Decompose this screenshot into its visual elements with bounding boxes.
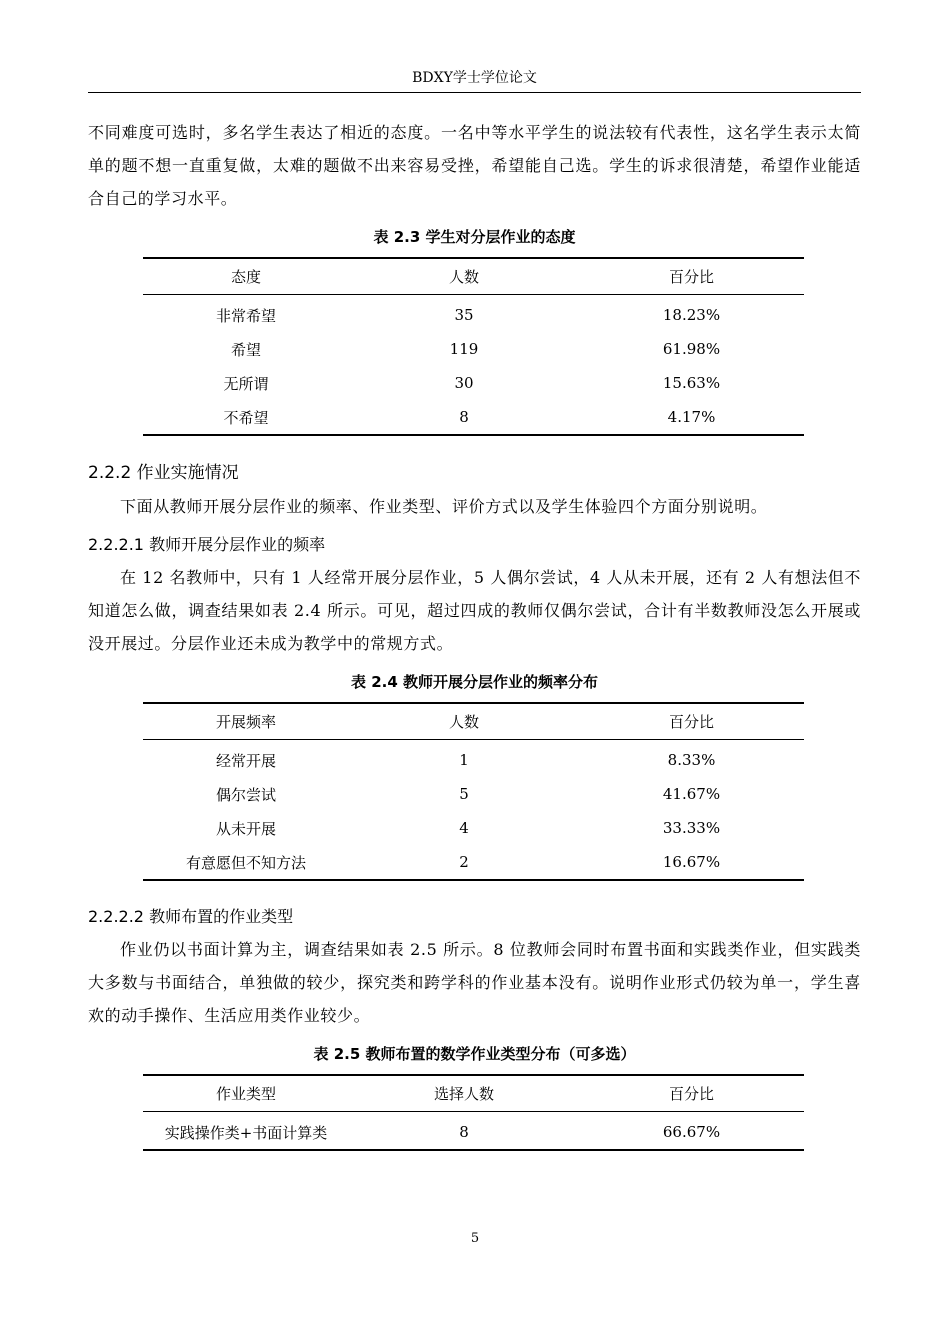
table-header-row bbox=[143, 258, 804, 295]
table-cell: 实践操作类+书面计算类 bbox=[164, 1123, 328, 1142]
table-row bbox=[143, 1112, 804, 1151]
table-cell: 4.17% bbox=[667, 408, 716, 426]
table-cell: 119 bbox=[449, 340, 479, 358]
running-header bbox=[88, 64, 861, 93]
table-cell: 4 bbox=[459, 819, 469, 837]
table-cell: 33.33% bbox=[662, 819, 721, 837]
subsection-heading: 2.2.2.2 教师布置的作业类型 bbox=[88, 907, 294, 926]
table-student-attitude bbox=[143, 257, 804, 436]
table-caption: 表 2.5 教师布置的数学作业类型分布（可多选） bbox=[313, 1045, 636, 1063]
column-header: 态度 bbox=[230, 268, 261, 286]
paragraph: 在 12 名教师中，只有 1 人经常开展分层作业，5 人偶尔尝试，4 人从未开展，还有 2 人有想法但不知道怎么做，调查结果如表 2.4 所示。可见，超过四成的教师仅偶尔尝试，合计有半数教师没怎么开展或没开展过。分层作业还未成为教学中的常规方式。 bbox=[88, 568, 861, 653]
paragraph: 作业仍以书面计算为主，调查结果如表 2.5 所示。8 位教师会同时布置书面和实践类作业，但实践类大多数与书面结合，单独做的较少，探究类和跨学科的作业基本没有。说明作业形式仍较为单一，学生喜欢的动手操作、生活应用类作业较少。 bbox=[88, 940, 861, 1025]
table-cell: 8.33% bbox=[667, 751, 716, 769]
table-cell: 偶尔尝试 bbox=[215, 785, 276, 804]
subsection-heading: 2.2.2.1 教师开展分层作业的频率 bbox=[88, 535, 326, 554]
table-cell: 18.23% bbox=[662, 306, 721, 324]
table-cell: 16.67% bbox=[662, 853, 721, 871]
table-row bbox=[143, 295, 804, 333]
table-cell: 15.63% bbox=[662, 374, 721, 392]
table-teacher-frequency bbox=[143, 702, 804, 881]
table-header-row bbox=[143, 1075, 804, 1112]
table-row bbox=[143, 777, 804, 811]
column-header: 百分比 bbox=[668, 1085, 714, 1103]
page-number: 5 bbox=[470, 1231, 480, 1246]
column-header: 选择人数 bbox=[433, 1085, 494, 1103]
table-row bbox=[143, 811, 804, 845]
table-cell: 61.98% bbox=[662, 340, 721, 358]
page-content bbox=[88, 116, 861, 1151]
table-homework-types bbox=[143, 1074, 804, 1151]
table-row bbox=[143, 845, 804, 880]
table-caption: 表 2.4 教师开展分层作业的频率分布 bbox=[350, 673, 599, 691]
table-cell: 非常希望 bbox=[215, 306, 276, 325]
column-header: 百分比 bbox=[668, 268, 714, 286]
table-cell: 希望 bbox=[230, 340, 261, 359]
column-header: 百分比 bbox=[668, 713, 714, 731]
column-header: 人数 bbox=[448, 713, 479, 731]
table-cell: 8 bbox=[459, 408, 469, 426]
header-text: BDXY学士学位论文 bbox=[412, 70, 537, 86]
table-cell: 41.67% bbox=[662, 785, 721, 803]
section-heading: 2.2.2 作业实施情况 bbox=[88, 463, 239, 483]
table-cell: 不希望 bbox=[223, 408, 269, 427]
table-cell: 8 bbox=[459, 1123, 469, 1141]
paragraph: 下面从教师开展分层作业的频率、作业类型、评价方式以及学生体验四个方面分别说明。 bbox=[120, 497, 768, 516]
column-header: 作业类型 bbox=[215, 1085, 276, 1103]
table-cell: 有意愿但不知方法 bbox=[185, 853, 306, 872]
table-cell: 66.67% bbox=[662, 1123, 721, 1141]
paragraph: 不同难度可选时，多名学生表达了相近的态度。一名中等水平学生的说法较有代表性，这名学生表示太简单的题不想一直重复做，太难的题做不出来容易受挫，希望能自己选。学生的诉求很清楚，希望作业能适合自己的学习水平。 bbox=[88, 123, 861, 208]
column-header: 开展频率 bbox=[215, 713, 276, 731]
table-cell: 1 bbox=[459, 751, 469, 769]
table-cell: 无所谓 bbox=[223, 374, 269, 393]
table-cell: 2 bbox=[459, 853, 469, 871]
table-row bbox=[143, 400, 804, 435]
table-row bbox=[143, 332, 804, 366]
table-caption: 表 2.3 学生对分层作业的态度 bbox=[373, 228, 576, 246]
table-header-row bbox=[143, 703, 804, 740]
table-cell: 30 bbox=[454, 374, 474, 392]
table-cell: 从未开展 bbox=[215, 819, 276, 838]
table-cell: 经常开展 bbox=[215, 751, 276, 770]
table-row bbox=[143, 366, 804, 400]
column-header: 人数 bbox=[448, 268, 479, 286]
table-cell: 5 bbox=[459, 785, 469, 803]
table-row bbox=[143, 740, 804, 778]
table-cell: 35 bbox=[454, 306, 474, 324]
